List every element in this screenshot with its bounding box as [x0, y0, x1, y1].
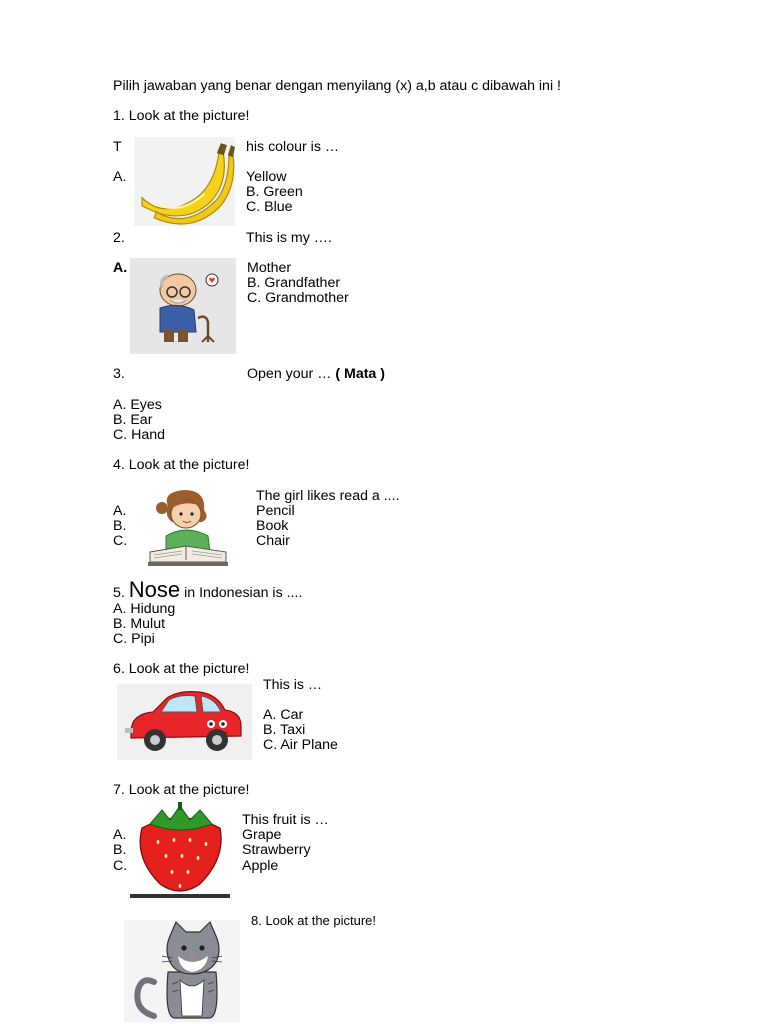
q2-option-c: C. Grandmother	[247, 290, 349, 306]
q2-question: This is my ….	[246, 230, 332, 246]
car-icon	[117, 684, 252, 760]
q5-option-a: A. Hidung	[113, 601, 176, 617]
q3-question-hint: ( Mata )	[335, 366, 385, 382]
q7-header: 7. Look at the picture!	[113, 782, 250, 798]
q4-question: The girl likes read a ....	[256, 488, 400, 504]
q1-option-a: Yellow	[246, 169, 287, 185]
instruction-text: Pilih jawaban yang benar dengan menyilang (x) a,b atau c dibawah ini !	[113, 78, 561, 94]
q5-option-b: B. Mulut	[113, 616, 166, 632]
q5-question-rest: in Indonesian is ....	[180, 585, 303, 601]
q1-header: 1. Look at the picture!	[113, 108, 250, 124]
q3-option-a: A. Eyes	[113, 397, 162, 413]
q2-option-a: Mother	[247, 260, 292, 276]
q3-question-prefix: Open your …	[247, 366, 336, 382]
q6-question: This is …	[263, 677, 323, 693]
strawberry-icon	[128, 802, 232, 900]
q7-option-a: Grape	[242, 827, 282, 843]
q6-option-c: C. Air Plane	[263, 737, 338, 753]
grandfather-icon	[130, 258, 236, 354]
q7-letter-c: C.	[113, 858, 128, 874]
q1-question: his colour is …	[246, 139, 340, 155]
q4-option-b: Book	[256, 518, 289, 534]
girl-reading-icon	[140, 482, 240, 568]
q7-option-c: Apple	[242, 858, 279, 874]
banana-icon	[134, 137, 235, 226]
q6-option-a: A. Car	[263, 707, 304, 723]
q1-lead-letter: T	[113, 139, 122, 155]
q2-number: 2.	[113, 230, 125, 246]
q3-question	[247, 366, 385, 382]
q7-option-b: Strawberry	[242, 842, 311, 858]
cat-icon	[124, 920, 240, 1022]
q6-header: 6. Look at the picture!	[113, 661, 250, 677]
q4-option-a: Pencil	[256, 503, 295, 519]
q7-letter-b: B.	[113, 842, 127, 858]
q5-option-c: C. Pipi	[113, 631, 155, 647]
q1-option-c: C. Blue	[246, 199, 293, 215]
q7-question: This fruit is …	[242, 812, 329, 828]
q4-letter-c: C.	[113, 533, 128, 549]
q7-letter-a: A.	[113, 827, 127, 843]
q3-option-c: C. Hand	[113, 427, 166, 443]
q8-header: 8. Look at the picture!	[251, 913, 377, 928]
q1-letter-a: A.	[113, 169, 127, 185]
q3-option-b: B. Ear	[113, 412, 153, 428]
q3-number: 3.	[113, 366, 125, 382]
q4-letter-b: B.	[113, 518, 127, 534]
q4-letter-a: A.	[113, 503, 127, 519]
q5-keyword: Nose	[128, 577, 181, 602]
q5-number: 5.	[113, 585, 129, 601]
q2-option-b: B. Grandfather	[247, 275, 341, 291]
q5-question	[113, 577, 302, 602]
q6-option-b: B. Taxi	[263, 722, 306, 738]
q1-option-b: B. Green	[246, 184, 303, 200]
q4-header: 4. Look at the picture!	[113, 457, 250, 473]
q4-option-c: Chair	[256, 533, 290, 549]
q2-letter-a: A.	[113, 260, 128, 276]
